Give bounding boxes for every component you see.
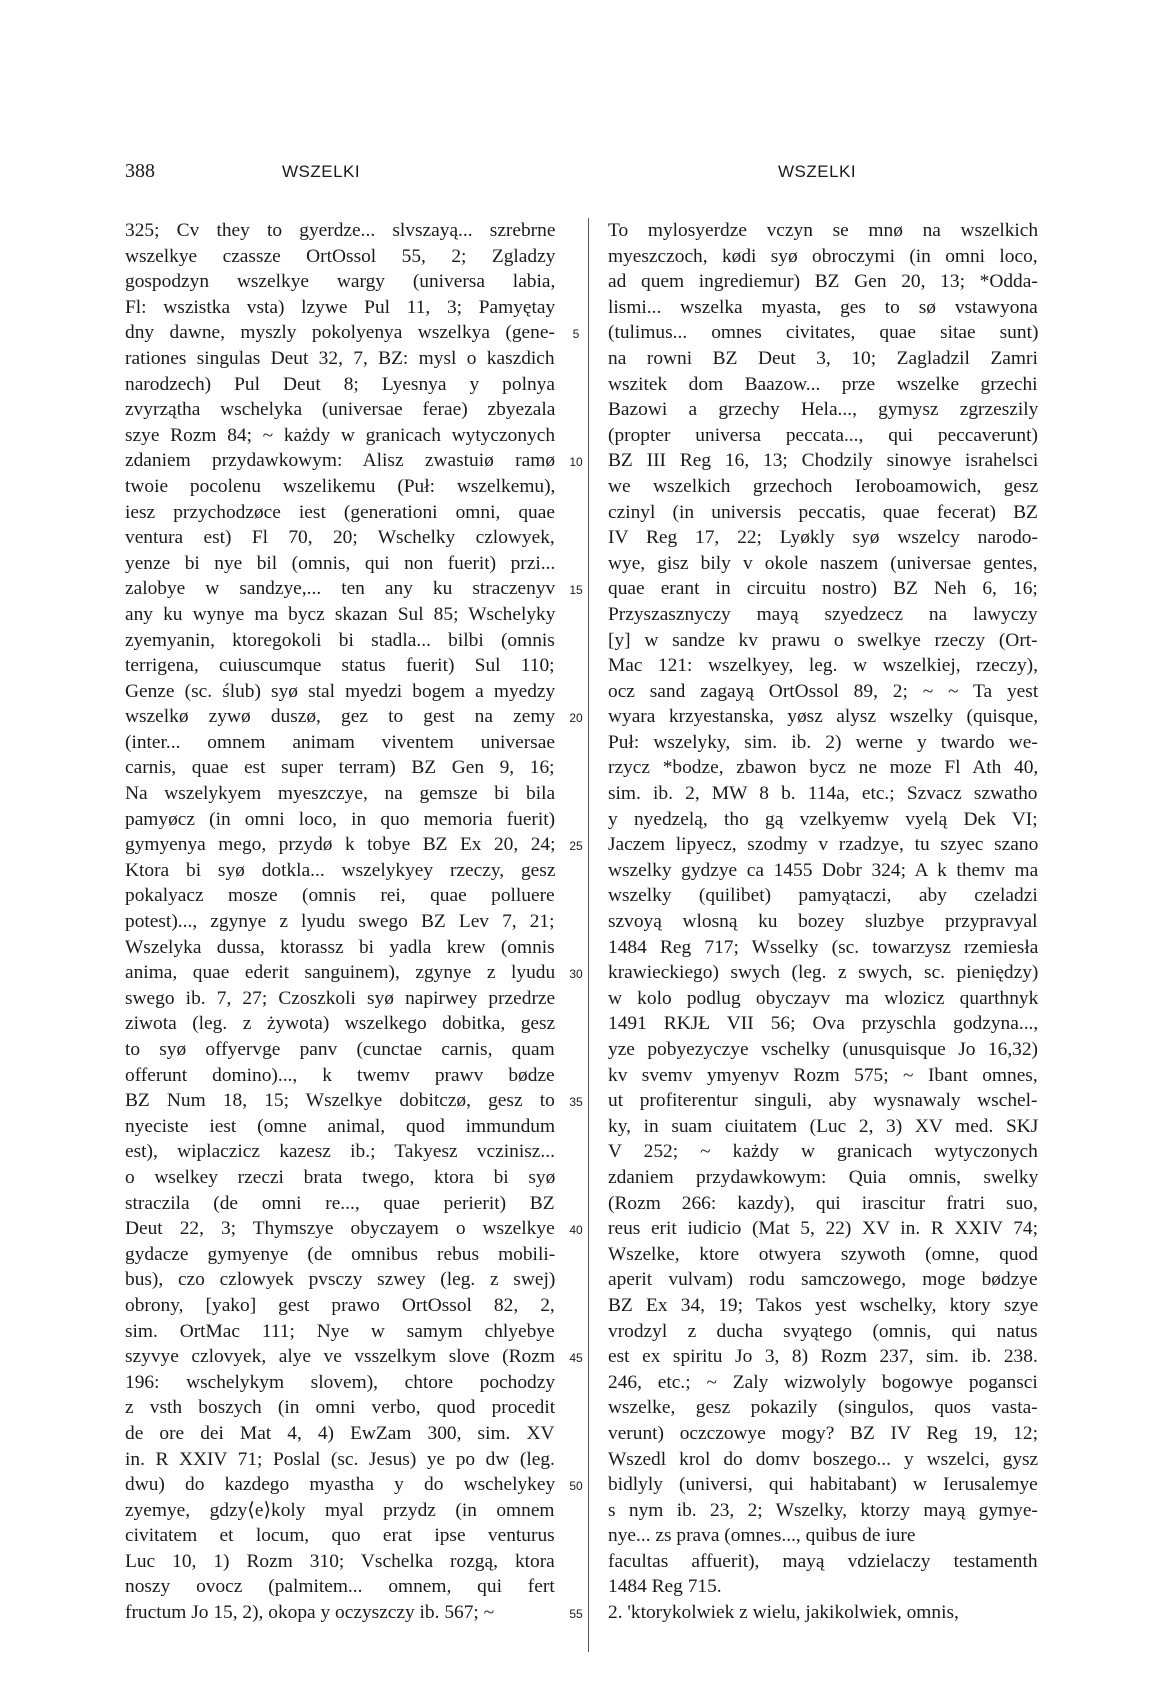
text-line: Wszedl krol do domv boszego... y wszelci, gysz <box>608 1448 1039 1470</box>
text-line: lismi... wszelka myasta, ges to sø vstawyona <box>608 296 1038 318</box>
text-line: in. R XXIV 71; Poslal (sc. Jesus) ye po dw (leg. <box>125 1448 555 1470</box>
text-line: to syø offyervge panv (cunctae carnis, quam <box>125 1039 555 1060</box>
text-line: narodzech) Pul Deut 8; Lyesnya y polnya <box>125 373 555 395</box>
text-line: pamyøcz (in omni loco, in quo memoria fuerit) <box>125 808 556 830</box>
text-line: de ore dei Mat 4, 4) EwZam 300, sim. XV <box>125 1422 555 1444</box>
line-number: 55 <box>569 1607 583 1622</box>
left-column <box>125 218 555 1626</box>
text-line: zdaniem przydawkowym: Alisz zwastuiø ramø <box>125 450 556 472</box>
line-number: 25 <box>569 839 583 854</box>
text-line: Fl: wszistka vsta) lzywe Pul 11, 3; Pamyętay <box>125 296 556 318</box>
text-line: bidlyly (universi, qui habitabant) w Ierusalemye <box>608 1474 1038 1496</box>
text-line: szye Rozm 84; ~ każdy w granicach wytyczonych <box>125 424 556 446</box>
line-number: 40 <box>569 1223 583 1238</box>
text-line: anima, quae ederit sanguinem), zgynye z lyudu <box>125 962 556 984</box>
text-line: gospodzyn wszelkye wargy (universa labia, <box>125 271 556 293</box>
text-line: nyeciste iest (omne animal, quod immundum <box>125 1115 556 1137</box>
line-number: 50 <box>569 1479 583 1494</box>
text-line: rzycz *bodze, zbawon bycz ne moze Fl Ath 40, <box>608 757 1039 779</box>
text-line: terrigena, cuiuscumque status fuerit) Sul 110; <box>125 655 555 677</box>
running-head-left: WSZELKI <box>282 162 361 181</box>
text-line: Mac 121: wszelkyey, leg. w wszelkiej, rzeczy), <box>608 655 1038 677</box>
text-line: czinyl (in universis peccatis, quae fecerat) BZ <box>608 501 1038 523</box>
text-line: est), wiplaczicz kazesz ib.; Takyesz vczinisz... <box>125 1141 555 1163</box>
text-line: kv svemv ymyenyv Rozm 575; ~ Ibant omnes, <box>608 1064 1038 1086</box>
right-column <box>608 218 1038 1626</box>
text-line: (Rozm 266: kazdy), qui irascitur fratri suo, <box>608 1192 1038 1214</box>
text-line: quae erant in circuitu nostro) BZ Neh 6, 16; <box>608 578 1038 600</box>
text-line: wye, gisz bily v okole naszem (universae gentes, <box>608 552 1038 574</box>
text-line: ventura est) Fl 70, 20; Wschelky czlowyek, <box>125 527 555 549</box>
text-line: swego ib. 7, 27; Czoszkoli syø napirwey przedrze <box>125 987 556 1009</box>
text-line: Na wszelykyem myeszczye, na gemsze bi bila <box>125 783 556 805</box>
text-line: reus erit iudicio (Mat 5, 22) XV in. R XXIV 74; <box>608 1218 1038 1240</box>
text-line: zalobye w sandzye,... ten any ku straczenyv <box>125 578 556 600</box>
text-line: aperit vulvam) rodu samczowego, moge bødzye <box>608 1269 1038 1291</box>
text-line: Deut 22, 3; Thymszye obyczayem o wszelkye <box>125 1218 555 1240</box>
text-line: BZ Ex 34, 19; Takos yest wschelky, ktory szye <box>608 1294 1039 1316</box>
text-line: Genze (sc. ślub) syø stal myedzi bogem a myedzy <box>125 680 556 702</box>
text-line: fructum Jo 15, 2), okopa y oczyszczy ib. 567; ~ <box>125 1602 495 1624</box>
column-rule <box>588 218 589 1652</box>
text-line: Wszelyka dussa, ktorassz bi yadla krew (omnis <box>125 936 555 958</box>
text-line: offerunt domino)..., k twemv prawv bødze <box>125 1064 555 1086</box>
text-line: ocz sand zagayą OrtOssol 89, 2; ~ ~ Ta yest <box>608 680 1039 702</box>
text-line: BZ III Reg 16, 13; Chodzily sinowye israhelsci <box>608 450 1039 472</box>
text-line: y nyedzelą, tho gą vzelkyemw vyelą Dek VI; <box>608 808 1038 830</box>
text-line: ut profiterentur singuli, aby wysnawaly wschel- <box>608 1090 1038 1112</box>
text-line: civitatem et locum, quo erat ipse venturus <box>125 1525 555 1547</box>
text-line: krawieckiego) swych (leg. z swych, sc. pieniędzy) <box>608 962 1039 984</box>
text-line: Luc 10, 1) Rozm 310; Vschelka rozgą, ktora <box>125 1550 555 1572</box>
text-line: (tulimus... omnes civitates, quae sitae sunt) <box>608 322 1039 344</box>
text-line: [y] w sandze kv prawu o swelkye rzeczy (Ort- <box>608 629 1038 651</box>
page-number: 388 <box>125 160 155 182</box>
page-header <box>0 160 1170 188</box>
text-line: wszelke, gesz pokazily (singulos, quos vasta- <box>608 1397 1038 1419</box>
text-line: z vsth boszych (in omni verbo, quod procedit <box>125 1397 556 1419</box>
text-line: wszelky gydzye ca 1455 Dobr 324; A k themv ma <box>608 859 1039 881</box>
text-line: szyvye czlovyek, alye ve vsszelkym slove (Rozm <box>125 1346 555 1368</box>
text-line: wyara krzyestanska, yøsz alysz wszelky (quisque, <box>608 706 1039 728</box>
text-line: Puł: wszelyky, sim. ib. 2) werne y twardo we- <box>608 731 1038 753</box>
text-line: obrony, [yako] gest prawo OrtOssol 82, 2, <box>125 1294 555 1316</box>
text-line: 1484 Reg 717; Wsselky (sc. towarzysz rzemiesła <box>608 936 1039 958</box>
text-line: To mylosyerdze vczyn se mnø na wszelkich <box>608 220 1039 241</box>
text-line: straczila (de omni re..., quae perierit) BZ <box>125 1192 555 1214</box>
text-line: gydacze gymyenye (de omnibus rebus mobili- <box>125 1243 556 1265</box>
text-line: gymyenya mego, przydø k tobye BZ Ex 20, 24; <box>125 834 556 856</box>
line-number: 35 <box>569 1095 583 1110</box>
text-line: yze pobyezyczye vschelky (unusquisque Jo 16,32) <box>608 1039 1039 1060</box>
running-head-right: WSZELKI <box>778 162 857 181</box>
text-line: 1491 RKJŁ VII 56; Ova przyschla godzyna..., <box>608 1013 1039 1035</box>
text-line: (inter... omnem animam viventem universae <box>125 731 555 753</box>
text-line: w kolo podlug obyczayv ma wlozicz quarthnyk <box>608 987 1039 1009</box>
text-line: pokalyacz mosze (omnis rei, quae polluere <box>125 885 555 907</box>
text-line: yenze bi nye bil (omnis, qui non fuerit) przi... <box>125 552 556 574</box>
line-number: 5 <box>572 327 580 342</box>
line-number: 15 <box>569 583 583 598</box>
line-number: 10 <box>569 455 583 470</box>
text-line: s nym ib. 23, 2; Wszelky, ktorzy mayą gymye- <box>608 1499 1038 1521</box>
text-line: 196: wschelykym slovem), chtore pochodzy <box>125 1371 556 1393</box>
text-line: o wselkey rzeczi brata twego, ktora bi syø <box>125 1166 556 1188</box>
text-line: wszelky (quilibet) pamyątaczi, aby czeladzi <box>608 885 1038 907</box>
text-line: wszitek dom Baazow... prze wszelke grzechi <box>608 373 1038 395</box>
text-line: zvyrząthа wschelyka (universae ferae) zbyezala <box>125 399 556 421</box>
text-line: rationes singulas Deut 32, 7, BZ: mysl o kaszdich <box>125 347 555 369</box>
text-line: Przyszasznyczy mayą szyedzecz na lawyczy <box>608 603 1038 625</box>
text-line: na rowni BZ Deut 3, 10; Zagladzil Zamri <box>608 347 1038 369</box>
text-line: twoie pocolenu wszelikemu (Puł: wszelkemu), <box>125 475 556 497</box>
text-line: Jaczem lipyecz, szodmy v rzadzye, tu szyec szano <box>608 834 1039 856</box>
text-line: dny dawne, myszly pokolyenya wszelkya (gene- <box>125 322 555 344</box>
text-line: 1484 Reg 715. <box>608 1576 722 1598</box>
text-line: zyemyanin, ktoregokoli bi stadla... bilbi (omnis <box>125 629 555 651</box>
line-number: 30 <box>569 967 583 982</box>
text-line: wszelkø zywø duszø, gez to gest na zemy <box>125 706 556 728</box>
text-line: zyemye, gdzy⟨e⟩koly myal przydz (in omnem <box>125 1499 555 1521</box>
text-line: dwu) do kazdego myastha y do wschelykey <box>125 1474 556 1496</box>
text-line: nye... zs prava (omnes..., quibus de iure <box>608 1525 916 1547</box>
text-line: IV Reg 17, 22; Lyøkly syø wszelcy narodo- <box>608 527 1038 549</box>
text-line: carnis, quae est super terram) BZ Gen 9, 16; <box>125 757 555 779</box>
text-line: 246, etc.; ~ Zaly wizwolyly bogowye poganscі <box>608 1371 1038 1393</box>
text-line: ad quem ingrediemur) BZ Gen 20, 13; *Odda- <box>608 271 1038 293</box>
text-line: sim. ib. 2, MW 8 b. 114a, etc.; Szvacz szwatho <box>608 783 1038 805</box>
text-line: vrodzyl z ducha svyątego (omnis, qui natus <box>608 1320 1038 1342</box>
line-number-gutter <box>566 218 596 1652</box>
text-line: Ktora bi syø dotkla... wszelykyey rzeczy, gesz <box>125 859 556 881</box>
text-line: szvoyą wlosną ku bozey sluzbye przypravyal <box>608 911 1038 933</box>
text-line: myeszczoch, kødi syø obroczymi (in omni loco, <box>608 245 1038 267</box>
text-line: Bazowi a grzechy Hela..., gymysz zgrzeszily <box>608 399 1039 421</box>
text-line: bus), czo czlowyek pvsczy szwey (leg. z swej) <box>125 1269 556 1291</box>
line-number: 20 <box>569 711 583 726</box>
text-line: noszy ovocz (palmitem... omnem, qui fert <box>125 1576 555 1598</box>
text-line: we wszelkich grzechoch Ieroboamowich, gesz <box>608 475 1039 497</box>
text-line: ky, in suam ciuitatem (Luc 2, 3) XV med. SKJ <box>608 1115 1039 1137</box>
text-line: sim. OrtMac 111; Nye w samym chlyebye <box>125 1320 555 1342</box>
text-line: facultas affuerit), mayą vdzielaczy testamenth <box>608 1550 1038 1572</box>
text-line: 2. 'ktorykolwiek z wielu, jakikolwiek, omnis, <box>608 1602 959 1624</box>
line-number: 45 <box>569 1351 583 1366</box>
text-line: V 252; ~ każdy w granicach wytyczonych <box>608 1141 1038 1163</box>
text-line: Wszelke, ktore otwyera szywoth (omne, quod <box>608 1243 1038 1265</box>
text-line: BZ Num 18, 15; Wszelkye dobitczø, gesz to <box>125 1090 555 1112</box>
text-line: est ex spiritu Jo 3, 8) Rozm 237, sim. ib. 238. <box>608 1346 1038 1368</box>
text-line: 325; Cv they to gyerdze... slvszayą... szrebrne <box>125 220 556 241</box>
text-line: wszelkye czassze OrtOssol 55, 2; Zgladzy <box>125 245 556 267</box>
text-line: zdaniem przydawkowym: Quia omnis, swelky <box>608 1166 1039 1188</box>
text-line: verunt) oczczowye mogy? BZ IV Reg 19, 12; <box>608 1422 1038 1444</box>
text-line: potest)..., zgynye z lyudu swego BZ Lev 7, 21; <box>125 911 555 933</box>
text-line: iesz przychodzøce iest (generationi omni, quae <box>125 501 555 523</box>
text-line: ziwota (leg. z żywota) wszelkego dobitka, gesz <box>125 1013 556 1035</box>
text-line: any ku wynye ma bycz skazan Sul 85; Wschelyky <box>125 603 556 625</box>
text-line: (propter universa peccata..., qui peccaverunt) <box>608 424 1038 446</box>
